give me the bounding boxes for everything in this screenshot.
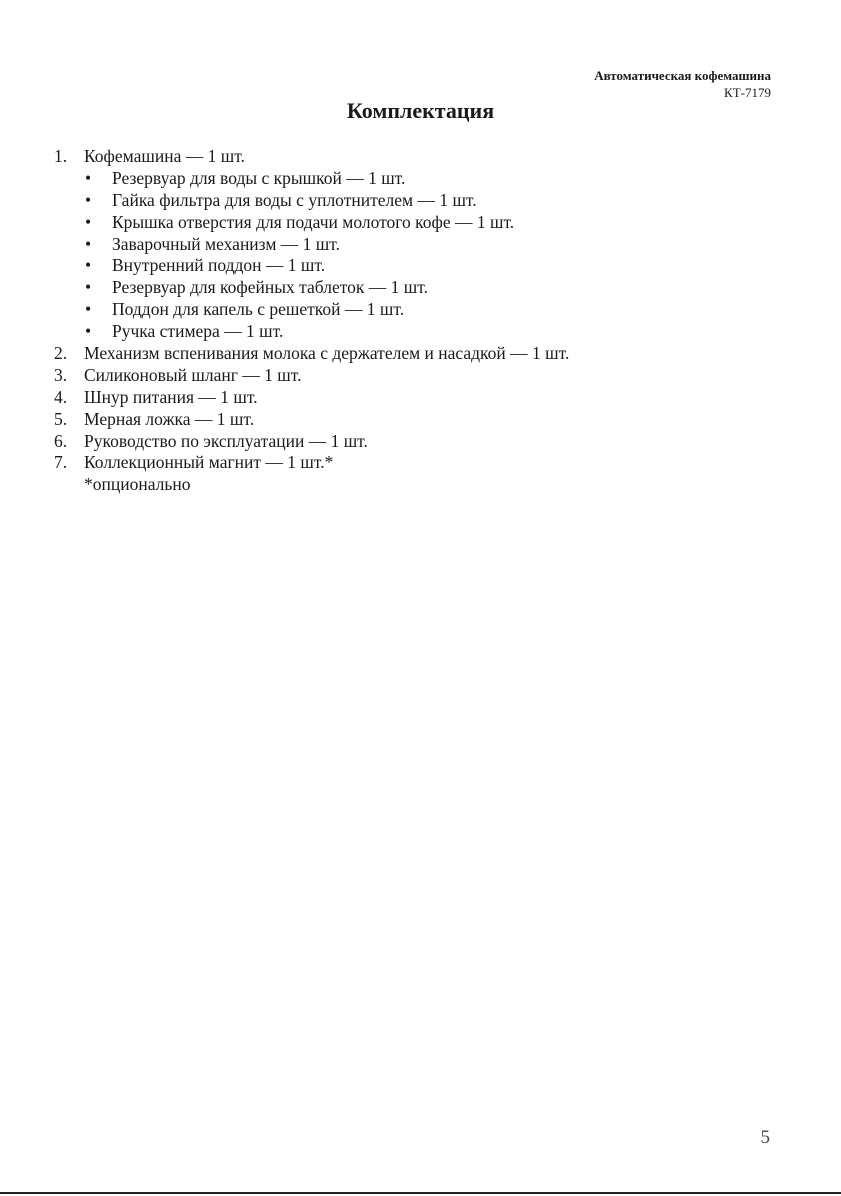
sub-list-item-text: Крышка отверстия для подачи молотого кофе — 1 шт.	[112, 211, 515, 232]
list-item-text: Кофемашина — 1 шт.	[84, 146, 245, 166]
list-item-number: 5.	[54, 408, 68, 429]
list-item-text: Мерная ложка — 1 шт.	[84, 408, 255, 429]
sub-list-item-text: Внутренний поддон — 1 шт.	[112, 255, 326, 276]
sub-list-item	[54, 234, 794, 256]
bottom-divider	[0, 1192, 841, 1194]
list-item	[54, 452, 794, 474]
header-model-number: КТ-7179	[724, 85, 771, 100]
sub-list-item	[54, 168, 794, 190]
list-item-text: Механизм вспенивания молока с держателем и насадкой — 1 шт.	[84, 343, 570, 364]
list-item	[54, 387, 794, 409]
list-item	[54, 409, 794, 431]
footnote: *опционально	[84, 474, 191, 495]
sub-list-item	[54, 255, 794, 277]
bullet-icon: •	[85, 299, 92, 320]
sub-list-item	[54, 277, 794, 299]
bullet-icon: •	[85, 255, 92, 276]
contents-list	[54, 146, 794, 496]
footnote-row	[54, 474, 794, 496]
page-title: Комплектация	[346, 98, 495, 123]
bullet-icon: •	[85, 189, 92, 210]
list-item-text: Коллекционный магнит — 1 шт.*	[84, 452, 334, 473]
list-item-number: 7.	[54, 452, 68, 473]
bullet-icon: •	[85, 167, 92, 188]
list-item-number: 6.	[54, 430, 68, 451]
sub-list-item	[54, 321, 794, 343]
bullet-icon: •	[85, 321, 92, 342]
sub-list-item-text: Резервуар для воды с крышкой — 1 шт.	[112, 167, 406, 188]
bullet-icon: •	[85, 277, 92, 298]
list-item	[54, 343, 794, 365]
list-item-text: Шнур питания — 1 шт.	[84, 386, 258, 407]
list-item-number: 2.	[54, 343, 68, 364]
sub-list-item-text: Гайка фильтра для воды с уплотнителем — 1 шт.	[112, 189, 477, 210]
sub-list-item	[54, 299, 794, 321]
list-item	[54, 365, 794, 387]
header-product-name: Автоматическая кофемашина	[594, 68, 771, 83]
sub-list-item-text: Поддон для капель с решеткой — 1 шт.	[112, 299, 405, 320]
bullet-icon: •	[85, 233, 92, 254]
list-item	[54, 146, 794, 168]
list-item-number: 4.	[54, 386, 68, 407]
list-item-number: 3.	[54, 364, 68, 385]
list-item-text: Руководство по эксплуатации — 1 шт.	[84, 430, 368, 451]
sub-list-item-text: Резервуар для кофейных таблеток — 1 шт.	[112, 277, 428, 298]
sub-list-item	[54, 212, 794, 234]
list-item-number: 1.	[54, 146, 68, 166]
bullet-icon: •	[85, 211, 92, 232]
sub-list-item-text: Ручка стимера — 1 шт.	[112, 321, 284, 342]
list-item-text: Силиконовый шланг — 1 шт.	[84, 364, 302, 385]
list-item	[54, 431, 794, 453]
sub-list-item	[54, 190, 794, 212]
sub-list-item-text: Заварочный механизм — 1 шт.	[112, 233, 340, 254]
page-number: 5	[760, 1127, 770, 1148]
